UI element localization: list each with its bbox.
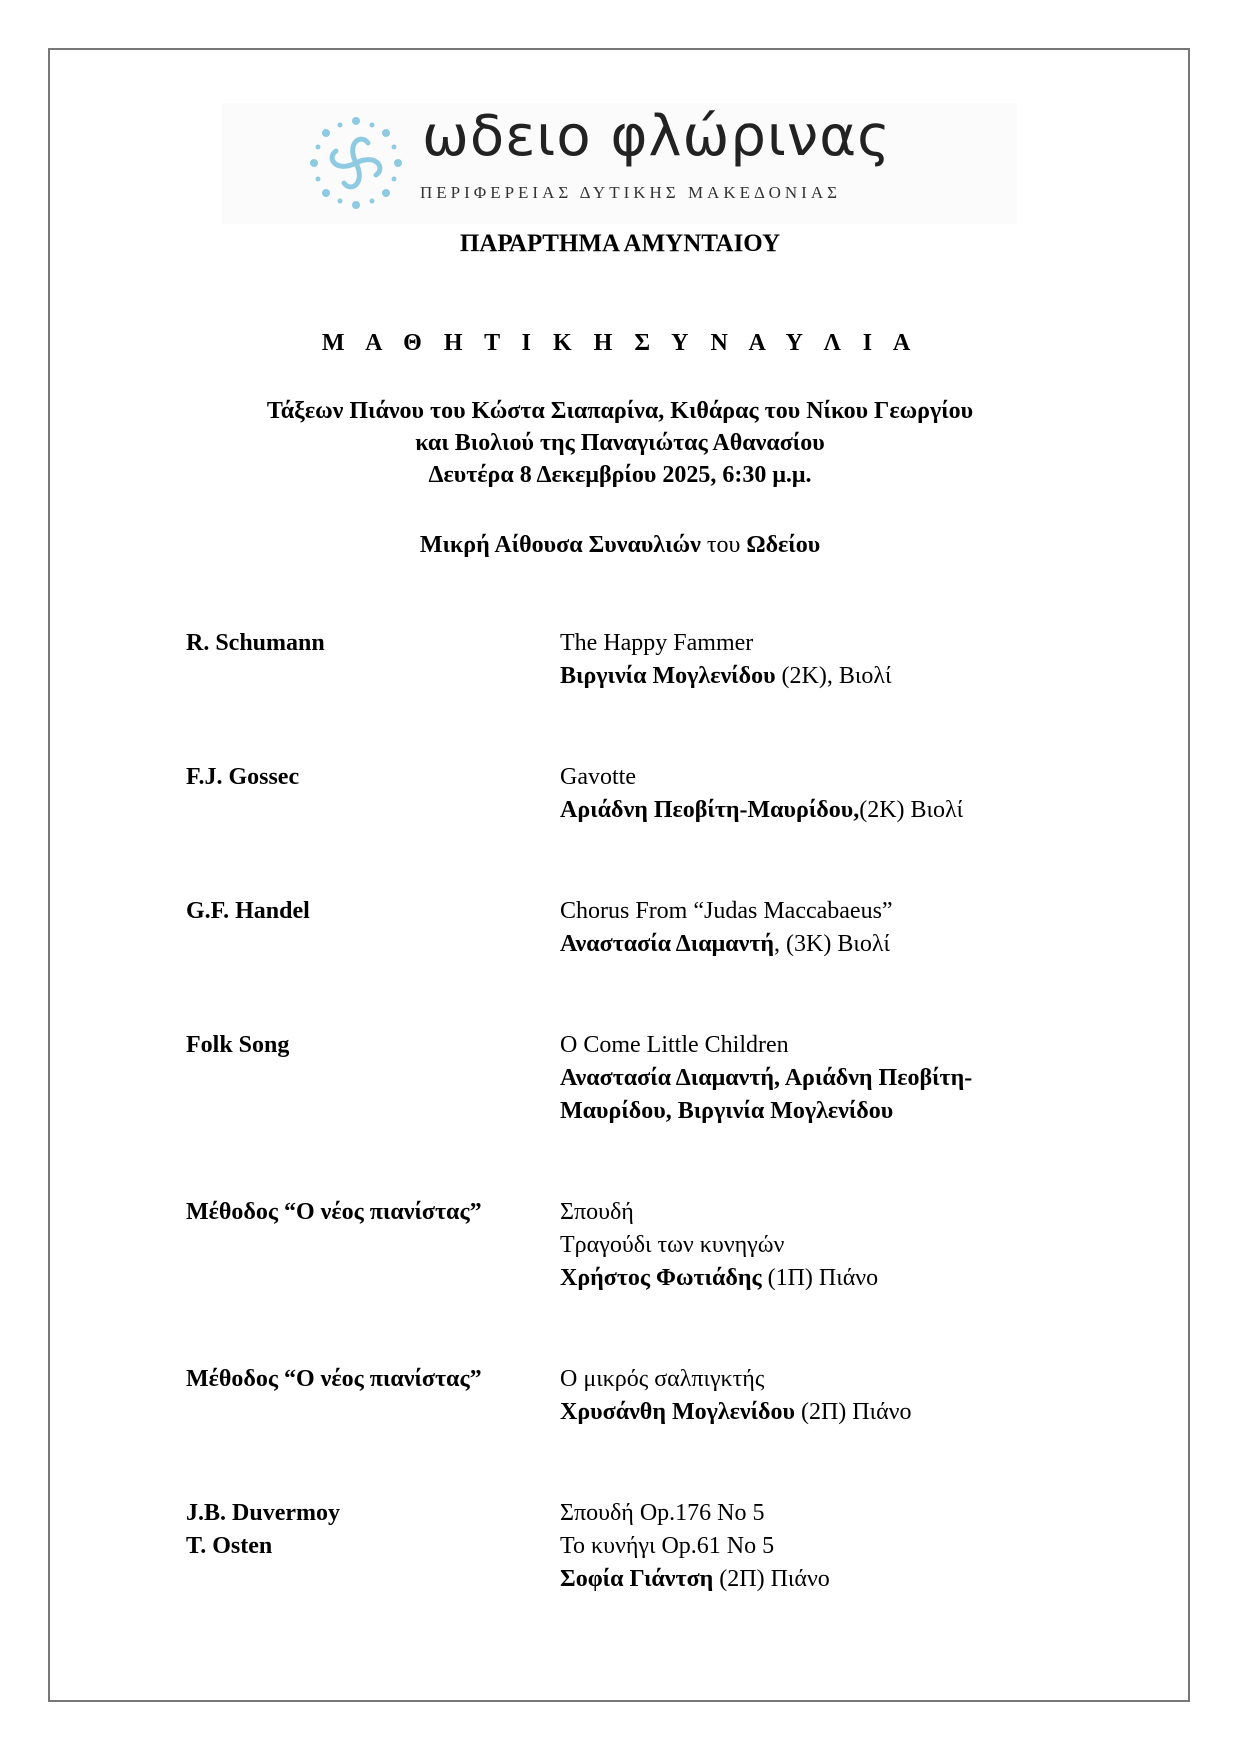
composer: G.F. Handel [186, 898, 310, 924]
performer-name: Σοφία Γιάντση [560, 1566, 714, 1592]
performer-line [560, 794, 963, 827]
performer-line [560, 1563, 830, 1596]
performer-name: Βιργινία Μογλενίδου [560, 663, 776, 689]
performer-line-2: Μαυρίδου, Βιργινία Μογλενίδου [560, 1098, 894, 1124]
piece-details [560, 627, 891, 693]
piece-details [560, 1363, 912, 1429]
performer-name: Χρήστος Φωτιάδης [560, 1265, 762, 1291]
performer-info: , (3Κ) Βιολί [774, 931, 890, 957]
performer-name: Αριάδνη Πεοβίτη-Μαυρίδου, [560, 797, 860, 823]
page-border [48, 48, 1190, 1702]
composer-1: J.B. Duvermoy [186, 1500, 340, 1526]
classes-line-1: Τάξεων Πιάνου του Κώστα Σιαπαρίνα, Κιθάρας του Νίκου Γεωργίου [266, 398, 974, 424]
performer-line [560, 1262, 878, 1295]
composer-2: T. Osten [186, 1533, 273, 1559]
classes-line-2: και Βιολιού της Παναγιώτας Αθανασίου [415, 430, 825, 456]
concert-title: Μ Α Θ Η Τ Ι Κ Η Σ Υ Ν Α Υ Λ Ι Α [321, 330, 919, 356]
composer: R. Schumann [186, 630, 325, 656]
performer-line [560, 660, 891, 693]
swirl-emblem-icon [306, 113, 406, 213]
performer-line [560, 1396, 912, 1429]
composer [186, 1497, 340, 1563]
performer-line-1: Αναστασία Διαμαντή, Αριάδνη Πεοβίτη- [560, 1065, 973, 1091]
performer-name: Χρυσάνθη Μογλενίδου [560, 1399, 795, 1425]
piece-title: O Come Little Children [560, 1032, 789, 1058]
composer: F.J. Gossec [186, 764, 300, 790]
venue-bold-2: Ωδείου [746, 532, 821, 558]
composer: Folk Song [186, 1032, 290, 1058]
logo-name: ωδειο φλώρινας [422, 104, 891, 169]
composer: Μέθοδος “Ο νέος πιανίστας” [186, 1366, 482, 1392]
performer-info: (2Κ) Βιολί [859, 797, 964, 823]
piece-title-2: Το κυνήγι Op.61 No 5 [560, 1533, 775, 1559]
piece-title: Chorus From “Judas Maccabaeus” [560, 898, 893, 924]
date-line: Δευτέρα 8 Δεκεμβρίου 2025, 6:30 μ.μ. [428, 462, 812, 488]
piece-title: Gavotte [560, 764, 636, 790]
venue-line [0, 532, 1240, 559]
performer-name: Αναστασία Διαμαντή [560, 931, 775, 957]
venue-bold-1: Μικρή Αίθουσα Συναυλιών [419, 532, 701, 558]
piece-details [560, 1029, 972, 1128]
piece-title-2: Τραγούδι των κυνηγών [560, 1232, 785, 1258]
piece-details [560, 1497, 830, 1596]
piece-title: Ο μικρός σαλπιγκτής [560, 1366, 765, 1392]
composer: Μέθοδος “Ο νέος πιανίστας” [186, 1199, 482, 1225]
piece-details [560, 761, 963, 827]
piece-details [560, 1196, 878, 1295]
performer-info: (1Π) Πιάνο [761, 1265, 879, 1291]
branch-title: ΠΑΡΑΡΤΗΜΑ ΑΜΥΝΤΑΙΟΥ [459, 230, 781, 257]
venue-normal: του [700, 532, 747, 558]
conservatory-logo [222, 103, 1017, 224]
piece-details [560, 895, 893, 961]
performer-info: (2Π) Πιάνο [713, 1566, 830, 1592]
performer-info: (2Κ), Βιολί [775, 663, 892, 689]
piece-title: The Happy Fammer [560, 630, 754, 656]
logo-subtitle: ΠΕΡΙΦΕΡΕΙΑΣ ΔΥΤΙΚΗΣ ΜΑΚΕΔΟΝΙΑΣ [420, 183, 842, 202]
performer-info: (2Π) Πιάνο [794, 1399, 912, 1425]
piece-title: Σπουδή Op.176 No 5 [560, 1500, 765, 1526]
piece-title: Σπουδή [560, 1199, 634, 1225]
performer-line [560, 928, 893, 961]
